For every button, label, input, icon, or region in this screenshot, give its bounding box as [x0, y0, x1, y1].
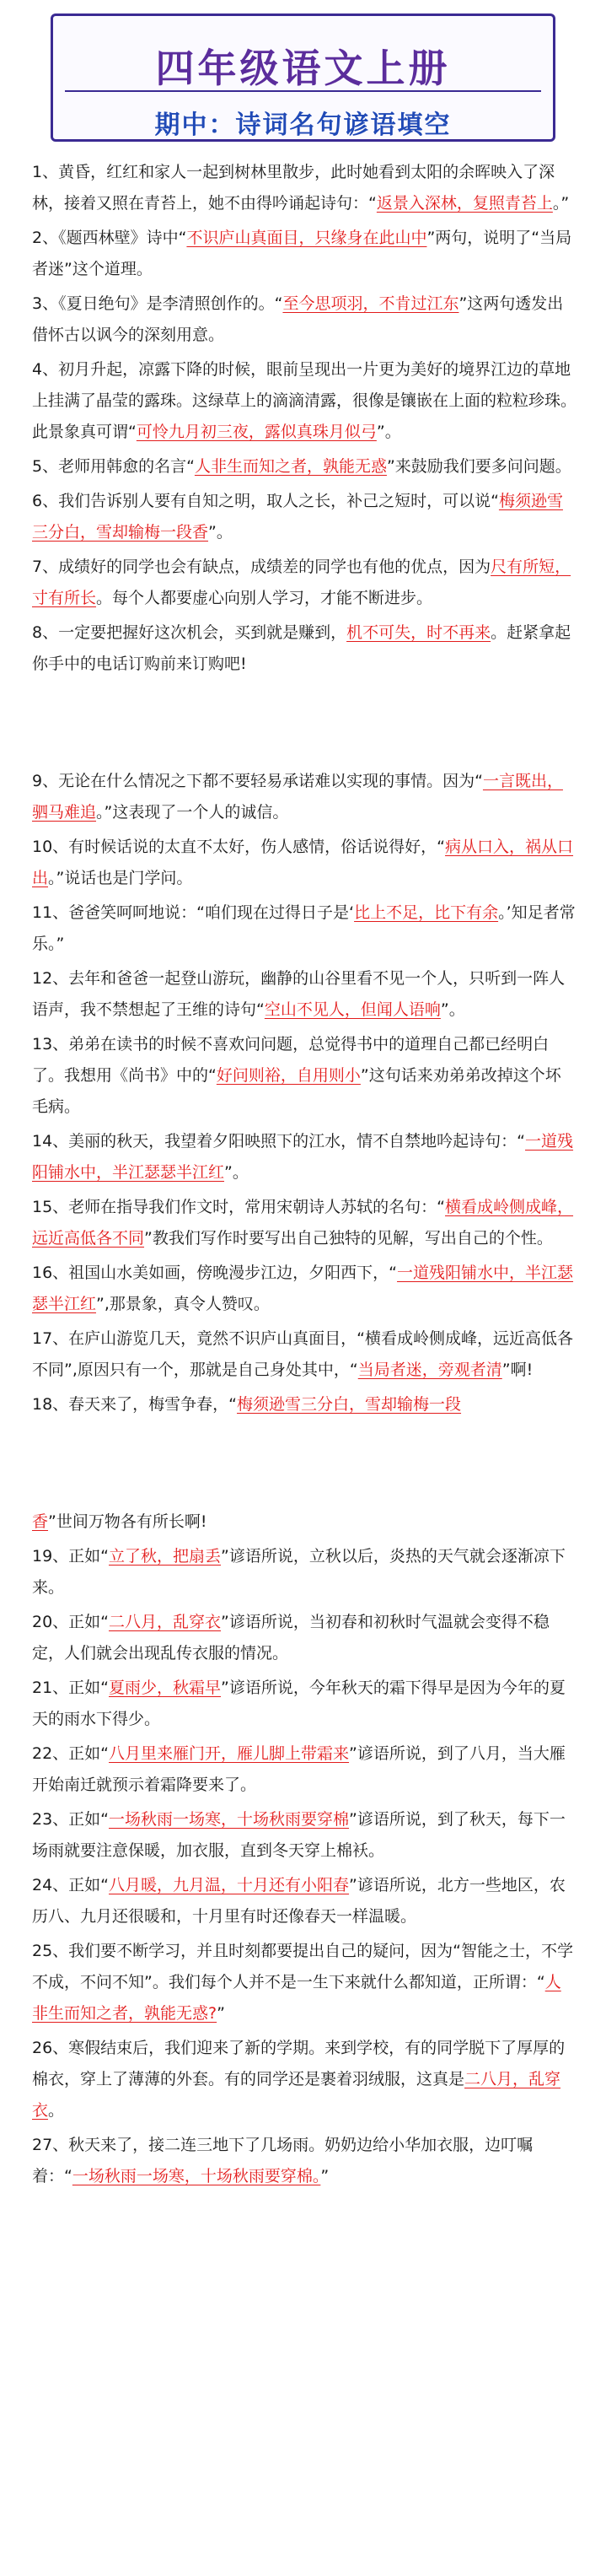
- question-text-end: 。赶紧拿起你手中的电话订购前来订购吧!: [32, 623, 571, 673]
- answer-text: 二八月，乱穿衣: [32, 2070, 561, 2120]
- question-text-end: ”谚语所说，今年秋天的霜下得早是因为今年的夏天的雨水下得少。: [32, 1679, 566, 1728]
- question-item: [32, 1936, 577, 2029]
- question-text-end: ”教我们写作时要写出自己独特的见解，写出自己的个性。: [144, 1229, 553, 1248]
- question-text: 19、正如“: [32, 1547, 110, 1566]
- question-list: [32, 157, 577, 2196]
- question-text-end: ”这句话来劝弟弟改掉这个坏毛病。: [32, 1066, 561, 1116]
- question-text-end: ”。: [376, 423, 401, 441]
- answer-text: 可怜九月初三夜，露似真珠月似弓: [136, 423, 377, 441]
- question-text-end: ”。: [440, 1000, 465, 1019]
- answer-text: 一道残阳铺水中，半江瑟瑟半江红: [32, 1132, 574, 1182]
- question-text: 27、秋天来了，接二连三地下了几场雨。奶奶边给小华加衣服，边叮嘱着：“: [32, 2136, 534, 2185]
- question-text-end: ”谚语所说，当初春和初秋时气温就会变得不稳定，人们就会出现乱传衣服的情况。: [32, 1613, 550, 1663]
- question-text: 5、老师用韩愈的名言“: [32, 457, 195, 476]
- question-text: 18、春天来了，梅雪争春，“: [32, 1395, 238, 1414]
- question-text-end: ”谚语所说，立秋以后，炎热的天气就会逐渐凉下来。: [32, 1547, 566, 1597]
- question-item: [32, 1389, 577, 1420]
- answer-text: 梅须逊雪三分白，雪却输梅一段: [237, 1395, 462, 1414]
- question-text: 14、美丽的秋天，我望着夕阳映照下的江水，情不自禁地吟起诗句：“: [32, 1132, 526, 1151]
- question-item: [32, 451, 577, 482]
- answer-text: 机不可失，时不再来: [346, 623, 491, 642]
- question-text: 24、正如“: [32, 1876, 110, 1894]
- question-text-end: 。”这表现了一个人的诚信。: [96, 803, 289, 822]
- question-text: 11、爸爸笑呵呵地说：“咱们现在过得日子是‘: [32, 903, 355, 922]
- question-text: 22、正如“: [32, 1744, 110, 1763]
- answer-text: 人非生而知之者，孰能无惑?: [32, 1973, 561, 2023]
- question-text: 7、成绩好的同学也会有缺点，成绩差的同学也有他的优点，因为: [32, 558, 491, 576]
- answer-text: 一言既出，驷马难追: [32, 772, 563, 822]
- question-text-end: 。: [48, 2101, 65, 2120]
- answer-text: 至今思项羽，不肯过江东: [282, 294, 459, 313]
- question-text-end: ”: [320, 2167, 330, 2185]
- answer-text: 人非生而知之者，孰能无惑: [194, 457, 387, 476]
- question-text-end: ”谚语所说，北方一些地区，农历八、九月还很暖和，十月里有时还像春天一样温暖。: [32, 1876, 566, 1926]
- question-item: [32, 1738, 577, 1801]
- answer-text: 好问则裕，自用则小: [216, 1066, 361, 1085]
- question-item: [32, 1029, 577, 1123]
- question-text: 1、黄昏，红红和家人一起到树林里散步，此时她看到太阳的余晖映入了深林，接着又照在青苔上，她不由得吟诵起诗句：“: [32, 163, 555, 213]
- question-item: [32, 963, 577, 1026]
- question-text: 9、无论在什么情况之下都不要轻易承诺难以实现的事情。因为“: [32, 772, 483, 790]
- page-break-gap: [32, 1424, 577, 1506]
- question-text-end: ”啊!: [501, 1361, 534, 1379]
- question-item: [32, 1607, 577, 1669]
- title-box: [51, 13, 555, 142]
- answer-text: 返景入深林，复照青苔上: [376, 194, 553, 213]
- question-text-end: ”: [217, 2004, 225, 2023]
- question-text-end: 。”说话也是门学问。: [48, 869, 193, 887]
- question-item: [32, 1870, 577, 1932]
- question-text-end: ”。: [224, 1163, 249, 1182]
- page-title: 四年级语文上册: [155, 46, 451, 91]
- question-item: [32, 1323, 577, 1386]
- question-item: [32, 897, 577, 960]
- title-divider: [65, 90, 541, 92]
- question-item: [32, 288, 577, 351]
- question-text-end: ”来鼓励我们要多问问题。: [386, 457, 571, 476]
- question-text-end: ”谚语所说，到了八月，当大雁开始南迁就预示着霜降要来了。: [32, 1744, 566, 1794]
- question-item: [32, 223, 577, 285]
- question-text: 25、我们要不断学习，并且时刻都要提出自己的疑问，因为“智能之士，不学不成，不问不知”。我们每个人并不是一生下来就什么都知道，正所谓：“: [32, 1942, 574, 1991]
- answer-text: 一场秋雨一场寒，十场秋雨要穿棉。: [72, 2167, 321, 2185]
- question-item: [32, 1192, 577, 1254]
- answer-text: 横看成岭侧成峰，远近高低各不同: [32, 1198, 574, 1248]
- question-text-end: ”。: [208, 523, 233, 542]
- answer-text: 尺有所短，寸有所长: [32, 558, 571, 607]
- question-item: [32, 832, 577, 894]
- answer-text: 一场秋雨一场寒，十场秋雨要穿棉: [109, 1810, 350, 1829]
- question-item: [32, 2130, 577, 2192]
- answer-text: 夏雨少，秋霜早: [109, 1679, 222, 1697]
- question-text: 15、老师在指导我们作文时，常用宋朝诗人苏轼的名句：“: [32, 1198, 446, 1216]
- question-item: [32, 1258, 577, 1320]
- answer-text: 比上不足，比下有余: [354, 903, 499, 922]
- question-text-end: ”世间万物各有所长啊!: [48, 1512, 207, 1531]
- question-text: 17、在庐山游览几天，竟然不识庐山真面目，“横看成岭侧成峰，远近高低各不同”,原因只有一个，那就是自己身处其中，“: [32, 1329, 574, 1379]
- answer-text: 当局者迷，旁观者清: [357, 1361, 502, 1379]
- question-item: [32, 766, 577, 828]
- answer-text: 不识庐山真面目，只缘身在此山中: [186, 229, 427, 247]
- page-break-gap: [32, 683, 577, 766]
- question-item: [32, 354, 577, 448]
- answer-text: 八月里来雁门开，雁儿脚上带霜来: [109, 1744, 350, 1763]
- question-text: 21、正如“: [32, 1679, 110, 1697]
- question-text: 3、《夏日绝句》是李清照创作的。“: [32, 294, 283, 313]
- question-text: 26、寒假结束后，我们迎来了新的学期。来到学校，有的同学脱下了厚厚的棉衣，穿上了薄薄的外套。有的同学还是裹着羽绒服，这真是: [32, 2039, 566, 2088]
- question-item: [32, 157, 577, 219]
- answer-text: 立了秋，把扇丢: [109, 1547, 222, 1566]
- question-text: 20、正如“: [32, 1613, 110, 1631]
- question-item: [32, 552, 577, 614]
- question-text-end: ”这两句透发出借怀古以讽今的深刻用意。: [32, 294, 564, 344]
- question-item: [32, 1541, 577, 1603]
- question-text: 2、《题西林壁》诗中“: [32, 229, 187, 247]
- question-item: [32, 1126, 577, 1188]
- question-text-end: 。”: [552, 194, 570, 213]
- page-subtitle: 期中：诗词名句谚语填空: [154, 110, 452, 140]
- question-item: [32, 486, 577, 548]
- question-text: 16、祖国山水美如画，傍晚漫步江边，夕阳西下，“: [32, 1264, 398, 1282]
- question-text: 13、弟弟在读书的时候不喜欢问问题，总觉得书中的道理自己都已经明白了。我想用《尚书》中的“: [32, 1035, 550, 1085]
- question-text: 10、有时候话说的太直不太好，伤人感情，俗话说得好，“: [32, 838, 446, 856]
- question-item: [32, 1673, 577, 1735]
- question-text-end: ”谚语所说，到了秋天，每下一场雨就要注意保暖，加衣服，直到冬天穿上棉袄。: [32, 1810, 566, 1860]
- answer-text: 香: [32, 1512, 49, 1531]
- answer-text: 病从口入，祸从口出: [32, 838, 574, 887]
- question-text: 23、正如“: [32, 1810, 110, 1829]
- answer-text: 八月暖，九月温，十月还有小阳春: [109, 1876, 350, 1894]
- question-item: [32, 1804, 577, 1867]
- question-text-end: ”,那景象，真令人赞叹。: [96, 1295, 270, 1313]
- question-text: 4、初月升起，凉露下降的时候，眼前呈现出一片更为美好的境界江边的草地上挂满了晶莹的露珠。这绿草上的滴滴清露，很像是镶嵌在上面的粒粒珍珠。此景象真可谓“: [32, 360, 577, 441]
- question-item: [32, 2033, 577, 2126]
- question-text-end: 。’知足者常乐。”: [32, 903, 576, 953]
- question-item: [32, 1506, 577, 1538]
- question-text: 6、我们告诉别人要有自知之明，取人之长，补己之短时，可以说“: [32, 492, 499, 510]
- question-text-end: 。每个人都要虚心向别人学习，才能不断进步。: [96, 589, 433, 607]
- answer-text: 一道残阳铺水中，半江瑟瑟半江红: [32, 1264, 574, 1313]
- question-text: 12、去年和爸爸一起登山游玩，幽静的山谷里看不见一个人，只听到一阵人语声，我不禁想起了王维的诗句“: [32, 969, 566, 1019]
- question-text: 8、一定要把握好这次机会，买到就是赚到，: [32, 623, 347, 642]
- answer-text: 空山不见人，但闻人语响: [264, 1000, 441, 1019]
- question-text-end: ”两句，说明了“当局者迷”这个道理。: [32, 229, 572, 278]
- answer-text: 二八月，乱穿衣: [109, 1613, 222, 1631]
- question-item: [32, 617, 577, 680]
- answer-text: 梅须逊雪三分白，雪却输梅一段香: [32, 492, 563, 542]
